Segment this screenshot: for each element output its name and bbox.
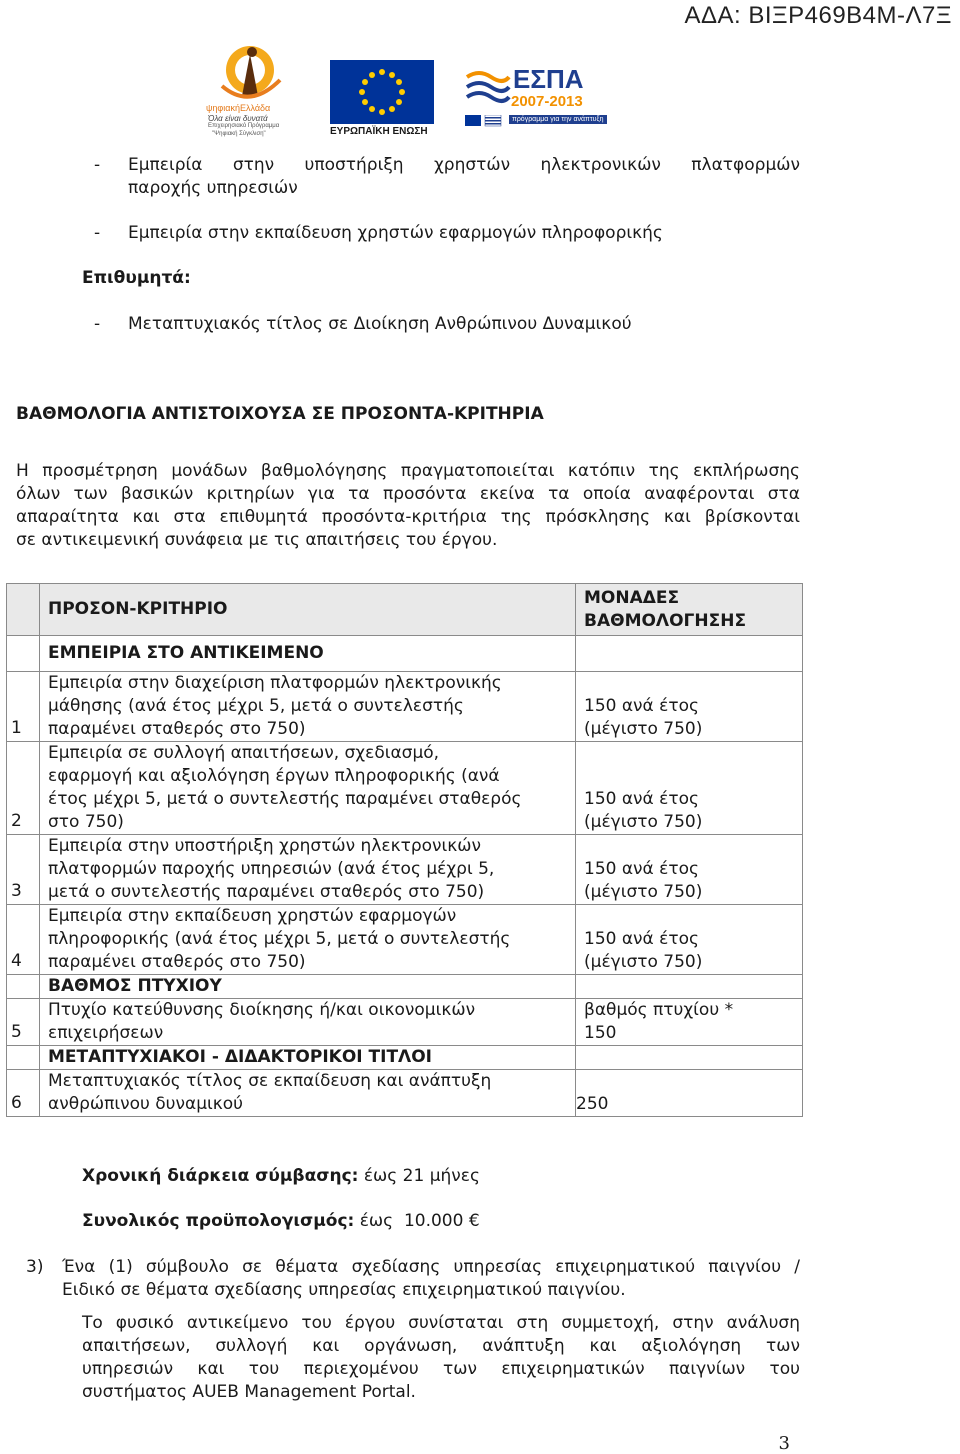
duration-label: Χρονική διάρκεια σύμβασης: (82, 1166, 359, 1186)
row-num: 6 (7, 1070, 40, 1117)
row-num: 1 (7, 672, 40, 742)
row-line: Εμπειρία στην εκπαίδευση χρηστών εφαρμογών (48, 906, 457, 926)
table-row (7, 1070, 803, 1117)
row-line: εφαρμογή και αξιολόγηση έργων πληροφορικής (ανά (48, 766, 500, 786)
row-num: 3 (7, 835, 40, 905)
points-line: (μέγιστο 750) (584, 719, 703, 739)
table-row (7, 742, 803, 835)
desired-item: Μεταπτυχιακός τίτλος σε Διοίκηση Ανθρώπινου Δυναμικού (128, 314, 632, 334)
row-line: παραμένει σταθερός στο 750) (48, 952, 306, 972)
empty-cell (7, 975, 40, 999)
item-3-para-line-4: συστήματος AUEB Management Portal. (82, 1382, 416, 1402)
espa-years: 2007-2013 (511, 93, 583, 110)
bullet-dash: - (94, 155, 101, 175)
row-points (576, 672, 803, 742)
empty-cell (7, 636, 40, 672)
header-num-cell (7, 584, 40, 636)
row-num: 2 (7, 742, 40, 835)
logo-strip (200, 40, 604, 140)
col-criterion-label: ΠΡΟΣΟΝ-ΚΡΙΤΗΡΙΟ (48, 599, 228, 619)
row-criterion (40, 742, 576, 835)
desired-heading: Επιθυμητά: (82, 268, 191, 288)
criteria-table (6, 583, 803, 1117)
col-points-label-1: ΜΟΝΑΔΕΣ (584, 587, 680, 608)
row-criterion (40, 672, 576, 742)
row-line: Εμπειρία στην υποστήριξη χρηστών ηλεκτρονικών (48, 836, 482, 856)
digital-greece-title: ψηφιακήΕλλάδα (206, 103, 271, 113)
section-row-degree (7, 975, 803, 999)
bullet-1-line-1: Εμπειρία στην υποστήριξη χρηστών ηλεκτρονικών πλατφορμών (128, 155, 800, 175)
points-line: βαθμός πτυχίου * (584, 1000, 734, 1020)
row-criterion (40, 1070, 576, 1117)
contract-duration (82, 1165, 480, 1188)
points-line: 150 ανά έτος (584, 859, 699, 879)
budget-label: Συνολικός προϋπολογισμός: (82, 1211, 355, 1231)
row-points (576, 742, 803, 835)
table-row (7, 835, 803, 905)
espa-logo (465, 64, 604, 135)
header-points-cell (576, 584, 803, 636)
item-3-number: 3) (26, 1257, 44, 1277)
points-line: (μέγιστο 750) (584, 952, 703, 972)
bullet-dash: - (94, 314, 101, 334)
section-experience-label: ΕΜΠΕΙΡΙΑ ΣΤΟ ΑΝΤΙΚΕΙΜΕΝΟ (48, 643, 324, 663)
section-row-postgrad (7, 1046, 803, 1070)
row-points (576, 1070, 803, 1117)
row-line: ανθρώπινου δυναμικού (48, 1094, 244, 1114)
digital-greece-emblem-icon (200, 40, 310, 102)
section-row-experience (7, 636, 803, 672)
points-line: 150 ανά έτος (584, 789, 699, 809)
bullet-1-line-2: παροχής υπηρεσιών (128, 178, 298, 198)
row-line: πλατφορμών παροχής υπηρεσιών (ανά έτος μέχρι 5, (48, 859, 495, 879)
row-line: στο 750) (48, 812, 124, 832)
page-number: 3 (778, 1433, 790, 1454)
section-experience-cell (40, 636, 576, 672)
digital-greece-sub3: "Ψηφιακή Σύγκλιση" (212, 131, 266, 137)
espa-name: ΕΣΠΑ (513, 64, 584, 94)
col-points-label-2: ΒΑΘΜΟΛΟΓΗΣΗΣ (584, 610, 747, 631)
section-postgrad-cell (40, 1046, 576, 1070)
row-line: Πτυχίο κατεύθυνσης διοίκησης ή/και οικονομικών (48, 1000, 476, 1020)
table-row (7, 905, 803, 975)
digital-greece-sub1: Όλα είναι δυνατά (208, 114, 268, 123)
table-row (7, 999, 803, 1046)
header-criterion-cell (40, 584, 576, 636)
points-line: (μέγιστο 750) (584, 812, 703, 832)
row-line: Εμπειρία σε συλλογή απαιτήσεων, σχεδιασμό, (48, 743, 440, 763)
eu-logo (330, 60, 440, 140)
points-line: 150 ανά έτος (584, 696, 699, 716)
euro-icon: € (468, 1211, 480, 1231)
row-line: έτος μέχρι 5, μετά ο συντελεστής παραμένει σταθερός (48, 789, 522, 809)
item-3-para-line-1: Το φυσικό αντικείμενο του έργου συνίσταται στη συμμετοχή, στην ανάλυση (82, 1313, 800, 1333)
row-line: Μεταπτυχιακός τίτλος σε εκπαίδευση και ανάπτυξη (48, 1071, 492, 1091)
espa-slogan: πρόγραμμα για την ανάπτυξη (509, 115, 607, 124)
row-line: επιχειρήσεων (48, 1023, 164, 1043)
eu-label: ΕΥΡΩΠΑΪΚΗ ΕΝΩΣΗ (330, 126, 428, 137)
empty-cell (576, 975, 803, 999)
empty-cell (576, 636, 803, 672)
eu-flag-icon (330, 60, 434, 124)
row-line: μάθησης (ανά έτος μέχρι 5, μετά ο συντελεστής (48, 696, 464, 716)
section-degree-cell (40, 975, 576, 999)
digital-greece-sub2: Επιχειρησιακό Πρόγραμμα (208, 123, 280, 129)
table-row (7, 672, 803, 742)
small-flags-icon (465, 115, 505, 127)
row-line: Εμπειρία στην διαχείριση πλατφορμών ηλεκτρονικής (48, 673, 502, 693)
contract-budget (82, 1210, 480, 1233)
points-line: 150 ανά έτος (584, 929, 699, 949)
row-points (576, 905, 803, 975)
budget-value: έως 10.000 (354, 1211, 469, 1231)
espa-waves-icon (465, 67, 511, 107)
empty-cell (576, 1046, 803, 1070)
scoring-heading: ΒΑΘΜΟΛΟΓΙΑ ΑΝΤΙΣΤΟΙΧΟΥΣΑ ΣΕ ΠΡΟΣΟΝΤΑ-ΚΡΙΤΗΡΙΑ (16, 404, 544, 424)
scoring-para-line-4: σε αντικειμενική συνάφεια με τις απαιτήσεις του έργου. (16, 530, 498, 550)
scoring-para-line-2: όλων των βασικών κριτηρίων για τα προσόντα εκείνα τα οποία αναφέρονται στα (16, 484, 800, 504)
row-points (576, 835, 803, 905)
row-line: μετά ο συντελεστής παραμένει σταθερός στο 750) (48, 882, 485, 902)
row-line: παραμένει σταθερός στο 750) (48, 719, 306, 739)
item-3-line-2: Ειδικό σε θέματα σχεδίασης υπηρεσίας επιχειρηματικού παιγνίου. (62, 1280, 626, 1300)
row-num: 4 (7, 905, 40, 975)
row-criterion (40, 905, 576, 975)
row-criterion (40, 835, 576, 905)
row-line: πληροφορικής (ανά έτος μέχρι 5, μετά ο συντελεστής (48, 929, 511, 949)
section-degree-label: ΒΑΘΜΟΣ ΠΤΥΧΙΟΥ (48, 976, 222, 996)
scoring-para-line-1: Η προσμέτρηση μονάδων βαθμολόγησης πραγματοποιείται κατόπιν της εκπλήρωσης (16, 461, 800, 481)
item-3-para-line-3: υπηρεσιών και του περιεχομένου των επιχειρηματικών παιγνίων του (82, 1359, 800, 1379)
row-criterion (40, 999, 576, 1046)
ada-code: ΑΔΑ: ΒΙΞΡ469Β4Μ-Λ7Ξ (684, 2, 952, 29)
bullet-2: Εμπειρία στην εκπαίδευση χρηστών εφαρμογών πληροφορικής (128, 223, 663, 243)
item-3-line-1: Ένα (1) σύμβουλο σε θέματα σχεδίασης υπηρεσίας επιχειρηματικού παιγνίου / (62, 1257, 800, 1277)
item-3-para-line-2: απαιτήσεων, συλλογή και οργάνωση, ανάπτυξη και αξιολόγηση των (82, 1336, 800, 1356)
points-line: 250 (576, 1094, 609, 1114)
table-header-row (7, 584, 803, 636)
empty-cell (7, 1046, 40, 1070)
points-line: 150 (584, 1023, 617, 1043)
row-num: 5 (7, 999, 40, 1046)
bullet-dash: - (94, 223, 101, 243)
duration-value: έως 21 μήνες (358, 1166, 480, 1186)
scoring-para-line-3: απαραίτητα και στα επιθυμητά προσόντα-κριτήρια της πρόσκλησης και βρίσκονται (16, 507, 800, 527)
digital-greece-logo (200, 40, 310, 140)
row-points (576, 999, 803, 1046)
section-postgrad-label: ΜΕΤΑΠΤΥΧΙΑΚΟΙ - ΔΙΔΑΚΤΟΡΙΚΟΙ ΤΙΤΛΟΙ (48, 1047, 432, 1067)
points-line: (μέγιστο 750) (584, 882, 703, 902)
